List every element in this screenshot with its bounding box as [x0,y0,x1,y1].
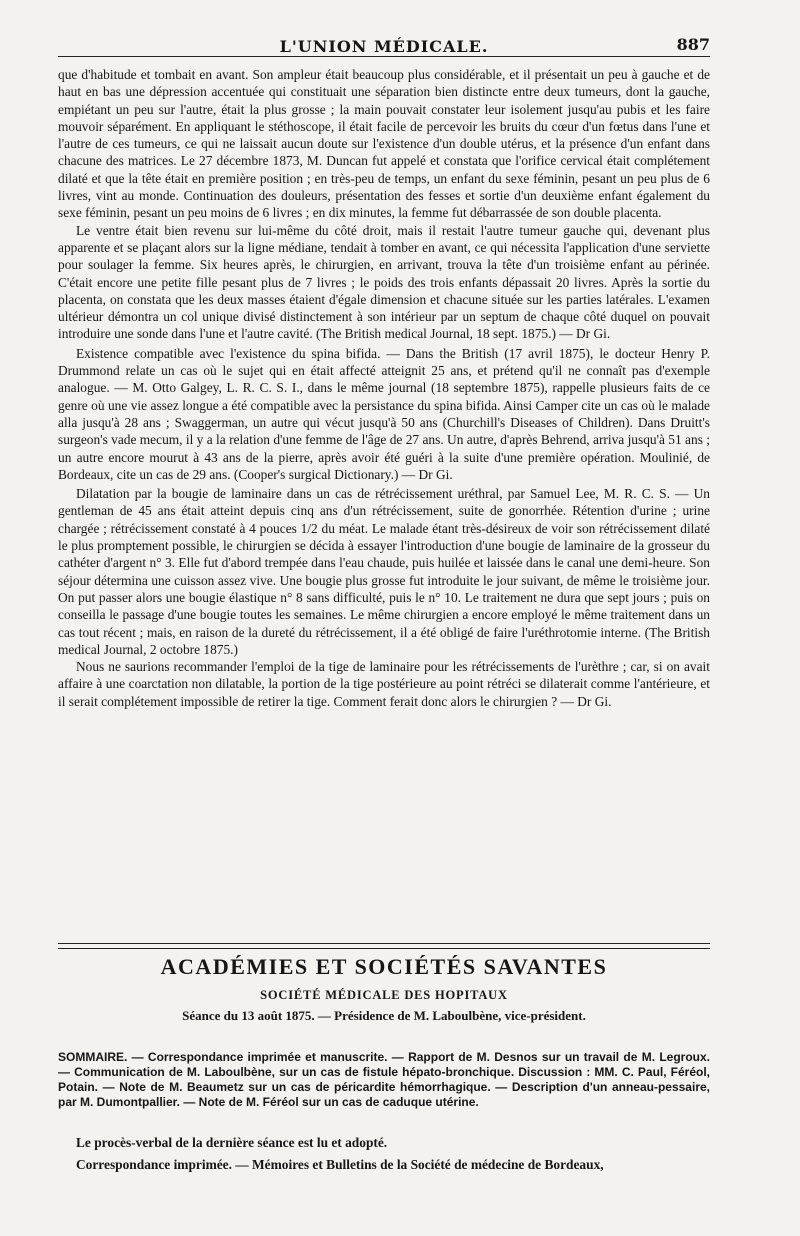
paragraph-commentary: Nous ne saurions recommander l'emploi de la tige de laminaire pour les rétrécissements de l'urèthre ; car, si on avait affaire à une coarctation non dilatable, la portion de la tige postérieure au point rétréci se dilaterait comme l'antérieure, et il serait complétement impossible de retirer la tige. Comment ferait donc alors le chirurgien ? — Dr Gi. [58,659,710,709]
paragraph-spina-bifida: Existence compatible avec l'existence du spina bifida. — Dans the British (17 avril 1875), le docteur Henry P. Drummond relate un cas où le sujet qui en était affecté atteignit 25 ans, et prétend qu'il ne connaît pas d'exemple analogue. — M. Otto Galgey, L. R. C. S. I., dans le même journal (18 septembre 1875), rappelle plusieurs faits de ce genre où une vie assez longue a été compatible avec la persistance du spina bifida. Ainsi Camper cite un cas où le malade alla jusqu'à 28 ans ; Swaggerman, un autre qui vécut jusqu'à 50 ans (Churchill's Diseases of Children). Dans Druitt's surgeon's vade mecum, il y a la relation d'une femme de l'âge de 27 ans. Un autre, d'après Behrend, arriva jusqu'à 51 ans ; un autre encore mourut à 43 ans de la pierre, après avoir été guéri à la suite d'une première opération. Moulinié, de Bordeaux, cite un cas de 29 ans. (Cooper's surgical Dictionary.) — Dr Gi. [58,345,710,482]
section-title: ACADÉMIES ET SOCIÉTÉS SAVANTES [160,954,608,979]
session-line: Séance du 13 août 1875. — Présidence de M. Laboulbène, vice-président. [182,1008,586,1023]
page-number: 887 [676,35,710,54]
section-heading [58,952,710,1024]
minutes-line-1: Le procès-verbal de la dernière séance est lu et adopté. [76,1135,388,1150]
paragraph-1: que d'habitude et tombait en avant. Son ampleur était beaucoup plus considérable, et il présentait un peu à gauche et de haut en bas une dépression accentuée qui constituait une séparation bien distincte entre deux tumeurs, dont la gauche, empiétant un peu sur l'autre, était la plus grosse ; la main pouvait constater leur isolement jusqu'au pubis et les faire mouvoir séparément. En appliquant le stéthoscope, il était facile de percevoir les bruits du cœur d'un fœtus dans l'une et l'autre de ces tumeurs, ce qui ne laissait aucun doute sur l'existence d'un double utérus, et la présence d'un enfant dans chacune des matrices. Le 27 décembre 1873, M. Duncan fut appelé et constata que l'orifice cervical était complétement dilaté et que la tête était en première position ; en très-peu de temps, un enfant du sexe féminin, pesant un peu plus de 6 livres, vint au monde. Continuation des douleurs, présentation des fesses et sortie d'un deuxième enfant également du sexe féminin, pesant un peu moins de 6 livres ; en dix minutes, la femme fut débarrassée de son double placenta. [58,67,710,221]
page-header [58,30,710,57]
society-title: SOCIÉTÉ MÉDICALE DES HOPITAUX [260,988,508,1002]
paragraph-2: Le ventre était bien revenu sur lui-même du côté droit, mais il restait l'autre tumeur gauche qui, devenant plus apparente et se plaçant alors sur la ligne médiane, tendait à tomber en avant, ce qui nécessita l'application d'une serviette pour soulager la femme. Six heures après, le chirurgien, en arrivant, trouva la tête d'un troisième enfant au périnée. C'était encore une petite fille pesant plus de 7 livres ; le poids des trois enfants dépassait 20 livres. Après la sortie du placenta, on constata que les deux masses étaient d'égale dimension et chacune située sur les parties latérales. L'examen ultérieur démontra un col unique divisé distinctement à son intérieur par un septum de chaque côté duquel on pouvait introduire une sonde dans l'une et l'autre cavité. (The British medical Journal, 18 sept. 1875.) — Dr Gi. [58,222,710,342]
section-divider [58,943,710,949]
journal-title: L'UNION MÉDICALE. [279,37,489,56]
minutes-line-2: Correspondance imprimée. — Mémoires et Bulletins de la Société de médecine de Bordeaux, [76,1157,604,1172]
sommaire: SOMMAIRE. — Correspondance imprimée et manuscrite. — Rapport de M. Desnos sur un travail de M. Legroux. — Communication de M. Laboulbène, sur un cas de fistule hépato-bronchique. Discussion : MM. C. Paul, Féréol, Potain. — Note de M. Beaumetz sur un cas de péricardite hémorrhagique. — Description d'un anneau-pessaire, par M. Dumontpallier. — Note de M. Féréol sur un cas de caduque utérine. [58,1050,710,1109]
article-body [58,66,710,710]
paragraph-laminaire: Dilatation par la bougie de laminaire dans un cas de rétrécissement uréthral, par Samuel Lee, M. R. C. S. — Un gentleman de 45 ans était atteint depuis cinq ans d'un rétrécissement, suite de gonorrhée. Rétention d'urine ; urine chargée ; rétrécissement constaté à 4 pouces 1/2 du méat. Le malade étant très-désireux de voir son rétrécissement dilaté le plus promptement possible, le chirurgien se décida à essayer l'introduction d'une bougie de laminaire de la grosseur du cathéter d'argent n° 3. Elle fut d'abord trempée dans l'eau chaude, puis huilée et laissée dans le canal une demi-heure. Son séjour détermina une cuisson assez vive. Une bougie plus grosse fut introduite le jour suivant, de même le troisième jour. On put passer alors une bougie élastique n° 8 sans difficulté, puis le n° 10. Le traitement ne dura que sept jours ; puis on conseilla le passage d'une bougie toutes les semaines. Le même chirurgien a encore employé le même traitement dans un cas tout récent ; mais, en raison de la dureté du rétrécissement, il a été obligé de faire l'uréthrotomie interne. (The British medical Journal, 2 octobre 1875.) [58,486,710,657]
minutes-text [58,1132,710,1176]
